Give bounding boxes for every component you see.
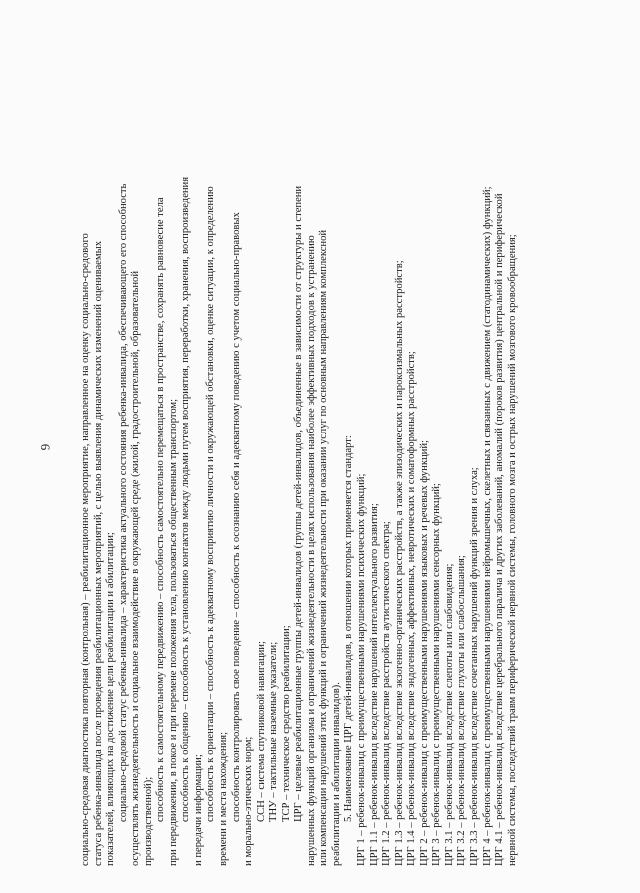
abbreviation-line: ТСР – техническое средство реабилитации; [280,625,292,822]
text-line: при передвижении, в покое и при перемене положения тела, пользоваться общественным транспортом; [167,398,179,866]
list-item: ЦРГ 3.1 – ребенок-инвалид вследствие слепоты или слабовидения; [443,563,455,866]
abbreviation-line: ССН – система спутниковой навигации; [255,641,267,822]
abbreviation-line: ЦРГ – целевые реабилитационные группы детей-инвалидов (группы детей-инвалидов, объединенные в зависимости от структуры и степени [293,185,305,822]
list-item: ЦРГ 1.2 – ребенок-инвалид вследствие расстройств аутистического спектра; [381,521,393,866]
text-line: реабилитации и абилитации инвалидов). [330,682,342,866]
text-line: осуществлять жизнедеятельность и социальное взаимодействие в окружающей среде (жилой, градостроительной, образовательной [130,270,142,866]
text-line: и морально-этических норм; [243,736,255,866]
text-line: способность контролировать свое поведение – способность к осознанию себя и адекватному поведению с учетом социально-правовых [230,212,242,822]
list-item: ЦРГ 2 – ребенок-инвалид с преимущественными нарушениями языковых и речевых функций; [418,440,430,866]
list-item: ЦРГ 3.2 – ребенок-инвалид вследствие глухоты или слабослышания; [456,555,468,866]
section-heading: 5. Наименование ЦРГ детей-инвалидов, в отношении которых применяется стандарт: [343,435,355,822]
text-line: статуса ребенка-инвалида после проведения реабилитационных мероприятий, с целью выявления динамических изменений оцениваемых [92,241,104,866]
text-line: времени и места нахождения; [218,731,230,866]
list-item: ЦРГ 3 – ребенок-инвалид с преимущественными нарушениями сенсорных функций; [431,483,443,866]
list-item: ЦРГ 4 – ребенок-инвалид с преимущественными нарушениями нейромышечных, скелетных и связанных с движением (статодинамических) функций; [481,186,493,866]
text-line: способность к общению – способность к установлению контактов между людьми путем восприятия, переработки, хранения, воспроизведения [180,176,192,822]
list-item: ЦРГ 1.4 – ребенок-инвалид вследствие эндогенных, аффективных, невротических и соматоформных расстройств; [406,351,418,866]
list-item: ЦРГ 1 – ребенок-инвалид с преимущественными нарушениями психических функций; [356,473,368,866]
list-item: ЦРГ 4.1 – ребенок-инвалид вследствие церебрального паралича и других заболеваний, аномалий (пороков развития) центральной и периферической [494,193,506,866]
list-item: нервной системы, последствий травм периферической нервной системы, головного мозга и острых нарушений мозгового кровообращения; [506,234,518,866]
text-line: производственной); [142,776,154,866]
text-line: социально-средовая диагностика повторная (контрольная) – реабилитационное мероприятие, направленное на оценку социально-средового [80,233,91,866]
page-number: 6 [38,443,53,451]
list-item: ЦРГ 3.3 – ребенок-инвалид вследствие сочетанных нарушений функций зрения и слуха; [468,467,480,866]
text-line: или компенсации нарушений этих функций и ограничений жизнедеятельности при оказании услуг по основным направлениям комплексной [318,229,330,866]
text-line: нарушенных функций организма и ограничений жизнедеятельности в целях использования наиболее эффективных подходов к устранению [305,235,317,866]
list-item: ЦРГ 1.1 – ребенок-инвалид вследствие нарушений интеллектуального развития; [368,503,380,866]
text-line: способность к самостоятельному передвижению – способность самостоятельно перемещаться в пространстве, сохранять равновесие тела [155,197,167,822]
text-line: социально-средовой статус ребенка-инвалида – характеристика актуального состояния ребенка-инвалида, обеспечивающего его способность [117,183,129,822]
list-item: ЦРГ 1.3 – ребенок-инвалид вследствие экзогенно-органических расстройств, а также эпизодических и пароксизмальных расстройств; [393,260,405,866]
abbreviation-line: ТНУ – тактильные наземные указатели; [268,641,280,822]
text-line: способность к ориентации – способность к адекватному восприятию личности и окружающей обстановки, оценке ситуации, к определению [205,186,217,822]
text-line: показателей, влияющих на достижение цели реабилитации и абилитации; [105,532,117,866]
text-line: и передачи информации; [192,754,204,866]
rotated-text-block [80,24,585,866]
